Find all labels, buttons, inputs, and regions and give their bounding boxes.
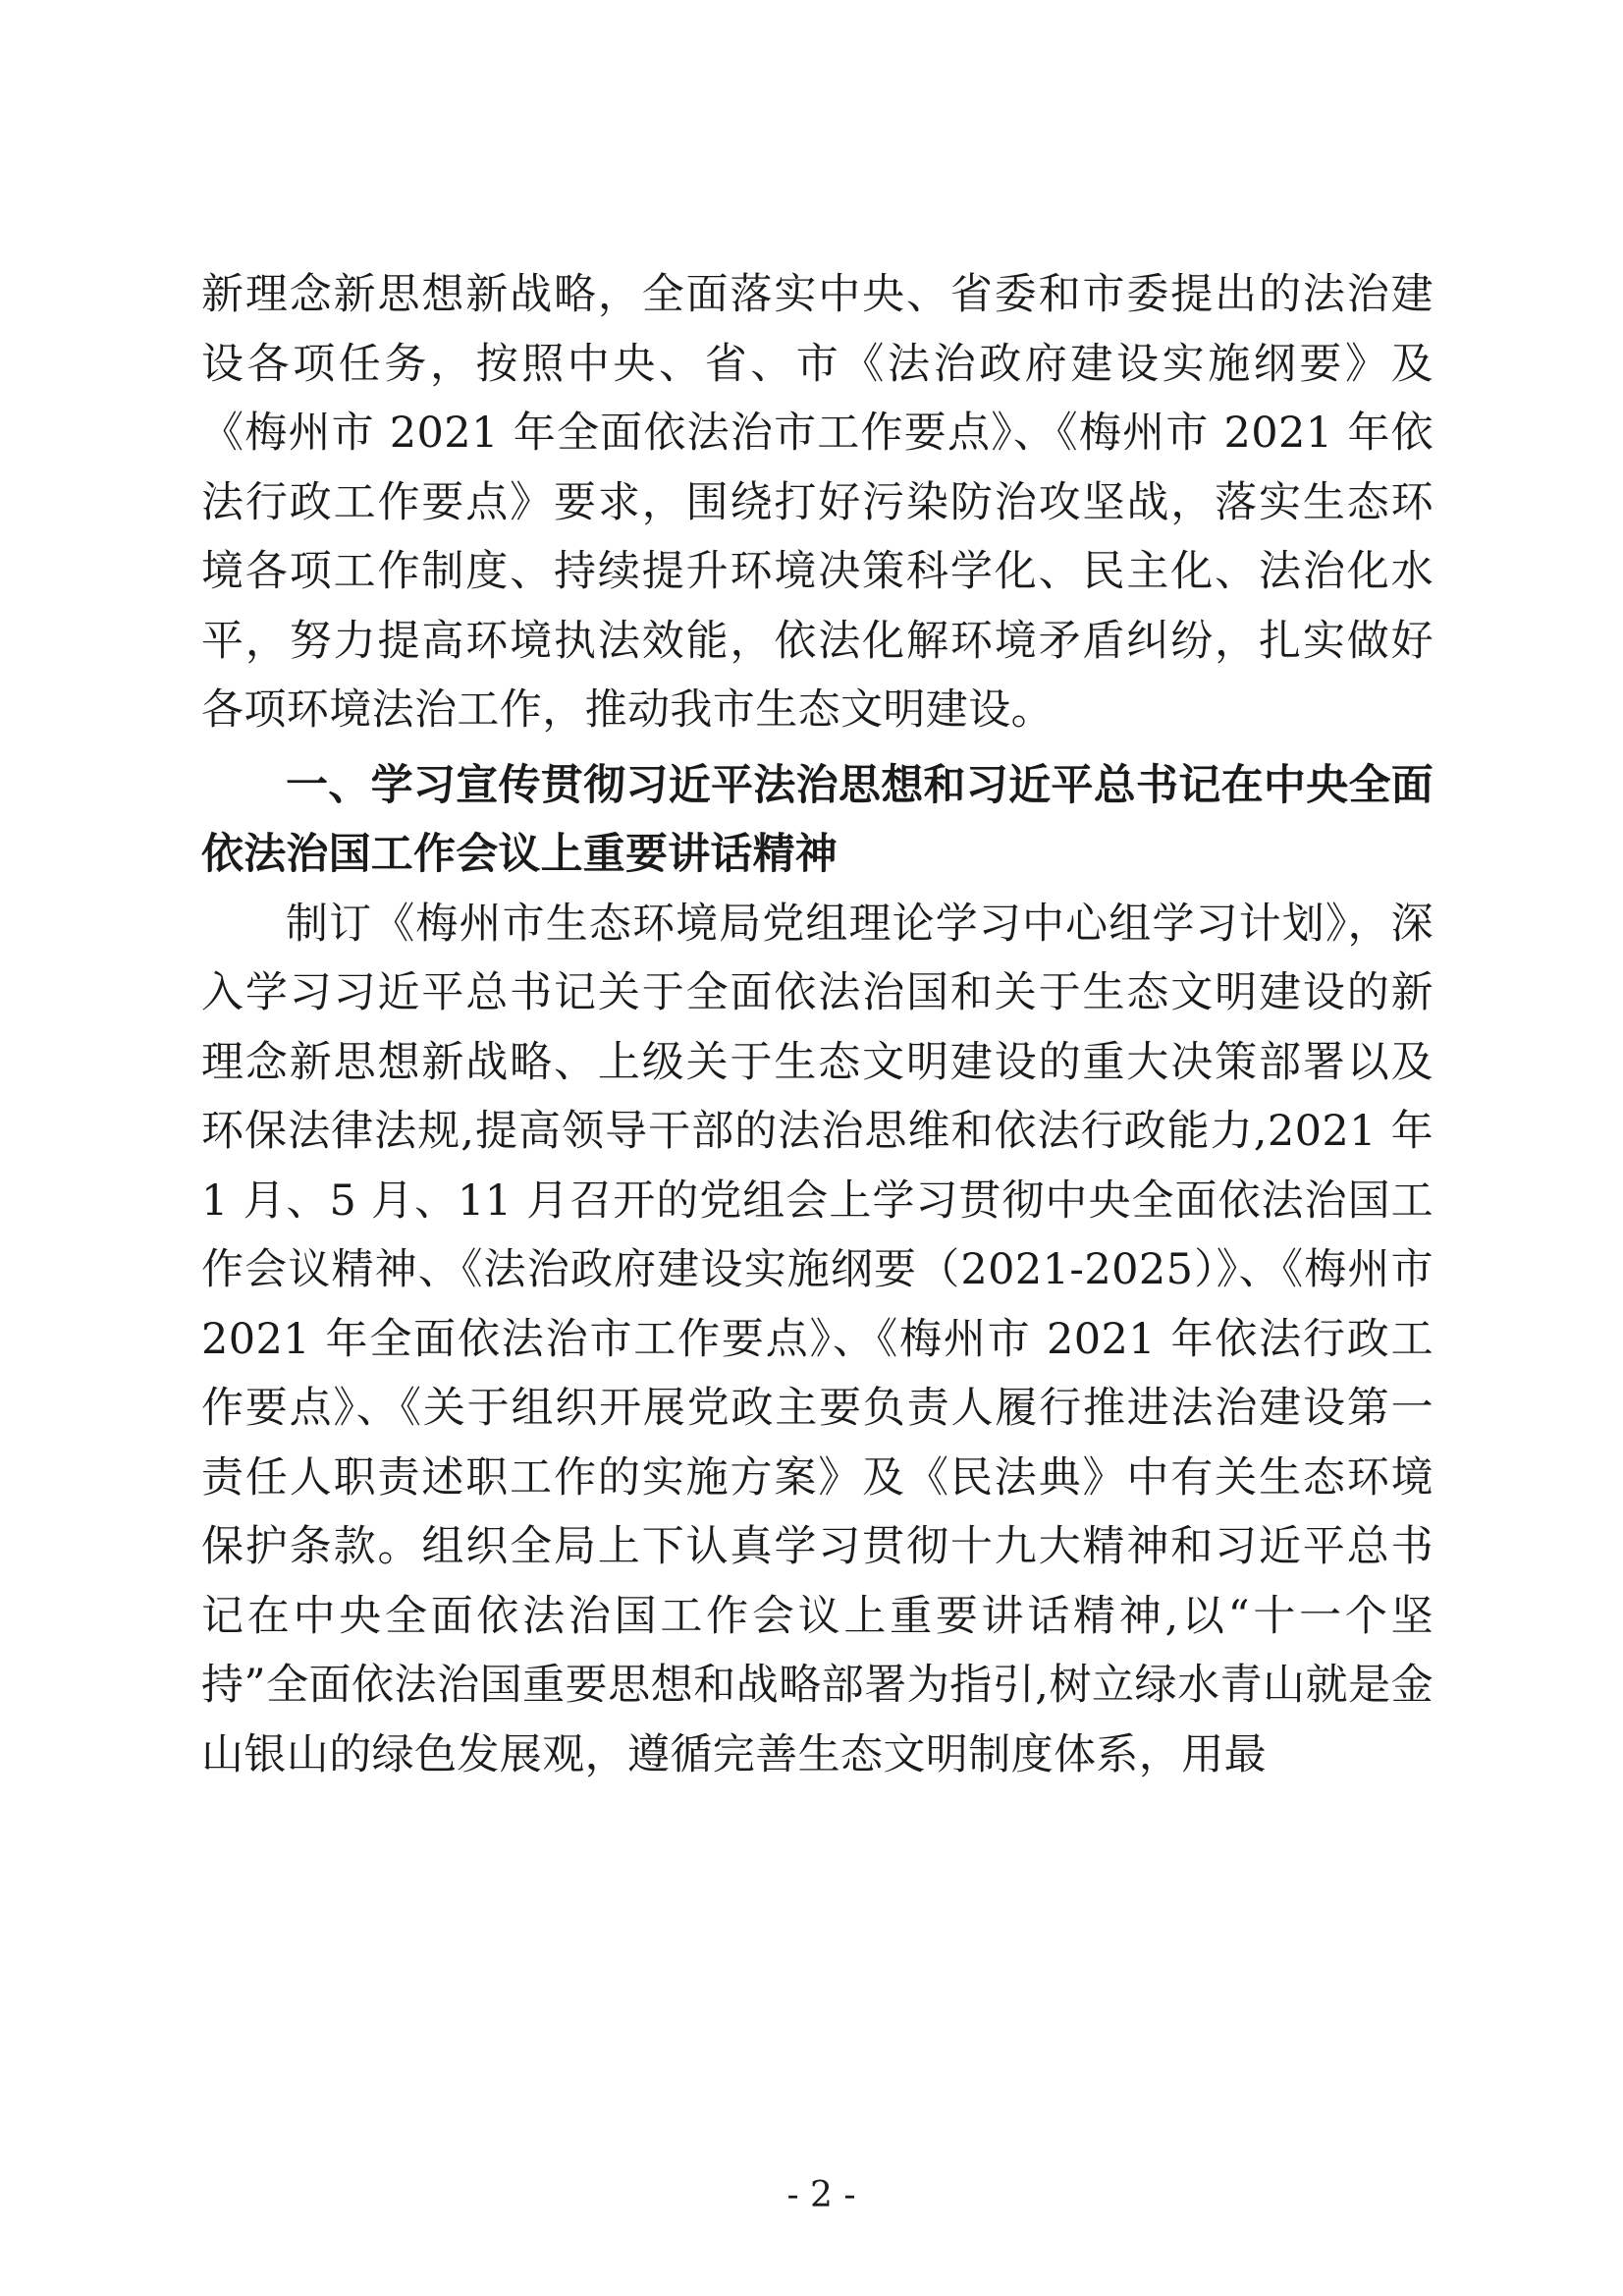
section-heading-1: 一、学习宣传贯彻习近平法治思想和习近平总书记在中央全面依法治国工作会议上重要讲话精神	[201, 760, 1434, 880]
page-number: - 2 -	[786, 2175, 856, 2215]
body-paragraph-1: 新理念新思想新战略，全面落实中央、省委和市委提出的法治建设各项任务，按照中央、省、市《法治政府建设实施纲要》及《梅州市 2021 年全面依法治市工作要点》、《梅州市 2021 年依法行政工作要点》要求，围绕打好污染防治攻坚战，落实生态环境各项工作制度、持续提升环境决策科学化、民主化、法治化水平，努力提高环境执法效能，依法化解环境矛盾纠纷，扎实做好各项环境法治工作，推动我市生态文明建设。	[201, 270, 1434, 736]
page-content	[201, 260, 1434, 1789]
body-paragraph-2: 制订《梅州市生态环境局党组理论学习中心组学习计划》，深入学习习近平总书记关于全面依法治国和关于生态文明建设的新理念新思想新战略、上级关于生态文明建设的重大决策部署以及环保法律法规,提高领导干部的法治思维和依法行政能力,2021 年 1 月、5 月、11 月召开的党组会上学习贯彻中央全面依法治国工作会议精神、《法治政府建设实施纲要（2021-2025）》、《梅州市 2021 年全面依法治市工作要点》、《梅州市 2021 年依法行政工作要点》、《关于组织开展党政主要负责人履行推进法治建设第一责任人职责述职工作的实施方案》及《民法典》中有关生态环境保护条款。组织全局上下认真学习贯彻十九大精神和习近平总书记在中央全面依法治国工作会议上重要讲话精神,以“十一个坚持”全面依法治国重要思想和战略部署为指引,树立绿水青山就是金山银山的绿色发展观，遵循完善生态文明制度体系，用最	[201, 899, 1434, 1779]
